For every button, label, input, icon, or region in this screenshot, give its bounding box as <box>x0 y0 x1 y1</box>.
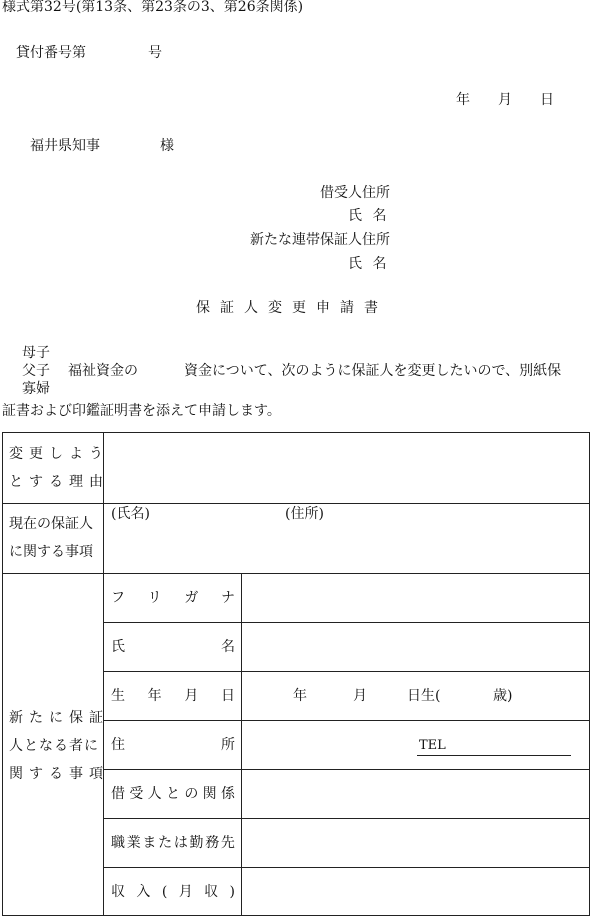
row-address-label: 住 所 <box>111 737 235 753</box>
fund-option-kafu: 寡婦 <box>22 381 50 397</box>
row-furigana-label: フ リ ガ ナ <box>111 590 235 606</box>
fund-option-boshi: 母子 <box>22 345 50 361</box>
borrower-name-label: 氏 名 <box>348 208 387 224</box>
form-number: 様式第32号(第13条、第23条の3、第26条関係) <box>2 0 304 15</box>
fund-prefix: 福祉資金の <box>68 363 138 379</box>
new-guarantor-name-label: 氏 名 <box>348 256 387 272</box>
reason-input[interactable] <box>104 434 588 502</box>
loan-number-label: 貸付番号第 <box>16 45 86 61</box>
new-guarantor-label-line-2: 人となる者に <box>9 738 99 754</box>
date-day: 日 <box>540 92 554 108</box>
fund-option-fushi: 父子 <box>22 363 50 379</box>
tel-underline <box>417 755 571 756</box>
new-guarantor-label-line-1: 新たに保証 <box>9 710 109 726</box>
addressee-suffix: 様 <box>160 138 174 154</box>
page-title: 保証人変更申請書 <box>196 300 388 316</box>
birth-month-label: 月 <box>353 688 367 704</box>
current-guarantor-label-line-1: 現在の保証人 <box>9 516 93 532</box>
row-income-label: 収 入 ( 月 収 ) <box>111 884 235 900</box>
current-guarantor-label-line-2: に関する事項 <box>9 544 93 560</box>
application-table <box>2 432 590 916</box>
new-guarantor-label-line-3: 関する事項 <box>9 766 109 782</box>
row-name-label: 氏 名 <box>111 639 235 655</box>
tel-label: TEL <box>419 738 446 753</box>
loan-number-suffix: 号 <box>148 45 162 61</box>
body-line-1: 資金について、次のように保証人を変更したいので、別紙保 <box>184 363 562 379</box>
birth-day-label: 日生( <box>407 688 441 704</box>
current-guarantor-name-label: (氏名) <box>111 506 150 522</box>
row-birth-label: 生 年 月 日 <box>111 688 235 704</box>
current-guarantor-address-label: (住所) <box>285 506 324 522</box>
row-relation-label: 借 受 人 と の 関 係 <box>111 786 235 802</box>
age-label: 歳) <box>493 688 513 704</box>
birth-year-label: 年 <box>293 688 307 704</box>
reason-label-line-2: とする理由 <box>9 474 109 490</box>
row-occupation-label: 職 業 ま た は 勤 務 先 <box>111 835 235 851</box>
borrower-address-label: 借受人住所 <box>320 185 390 201</box>
reason-label-line-1: 変更しよう <box>9 446 109 462</box>
addressee: 福井県知事 <box>30 138 100 154</box>
date-month: 月 <box>498 92 512 108</box>
new-guarantor-address-label: 新たな連帯保証人住所 <box>250 232 390 248</box>
date-year: 年 <box>456 92 470 108</box>
body-line-2: 証書および印鑑証明書を添えて申請します。 <box>2 403 281 419</box>
